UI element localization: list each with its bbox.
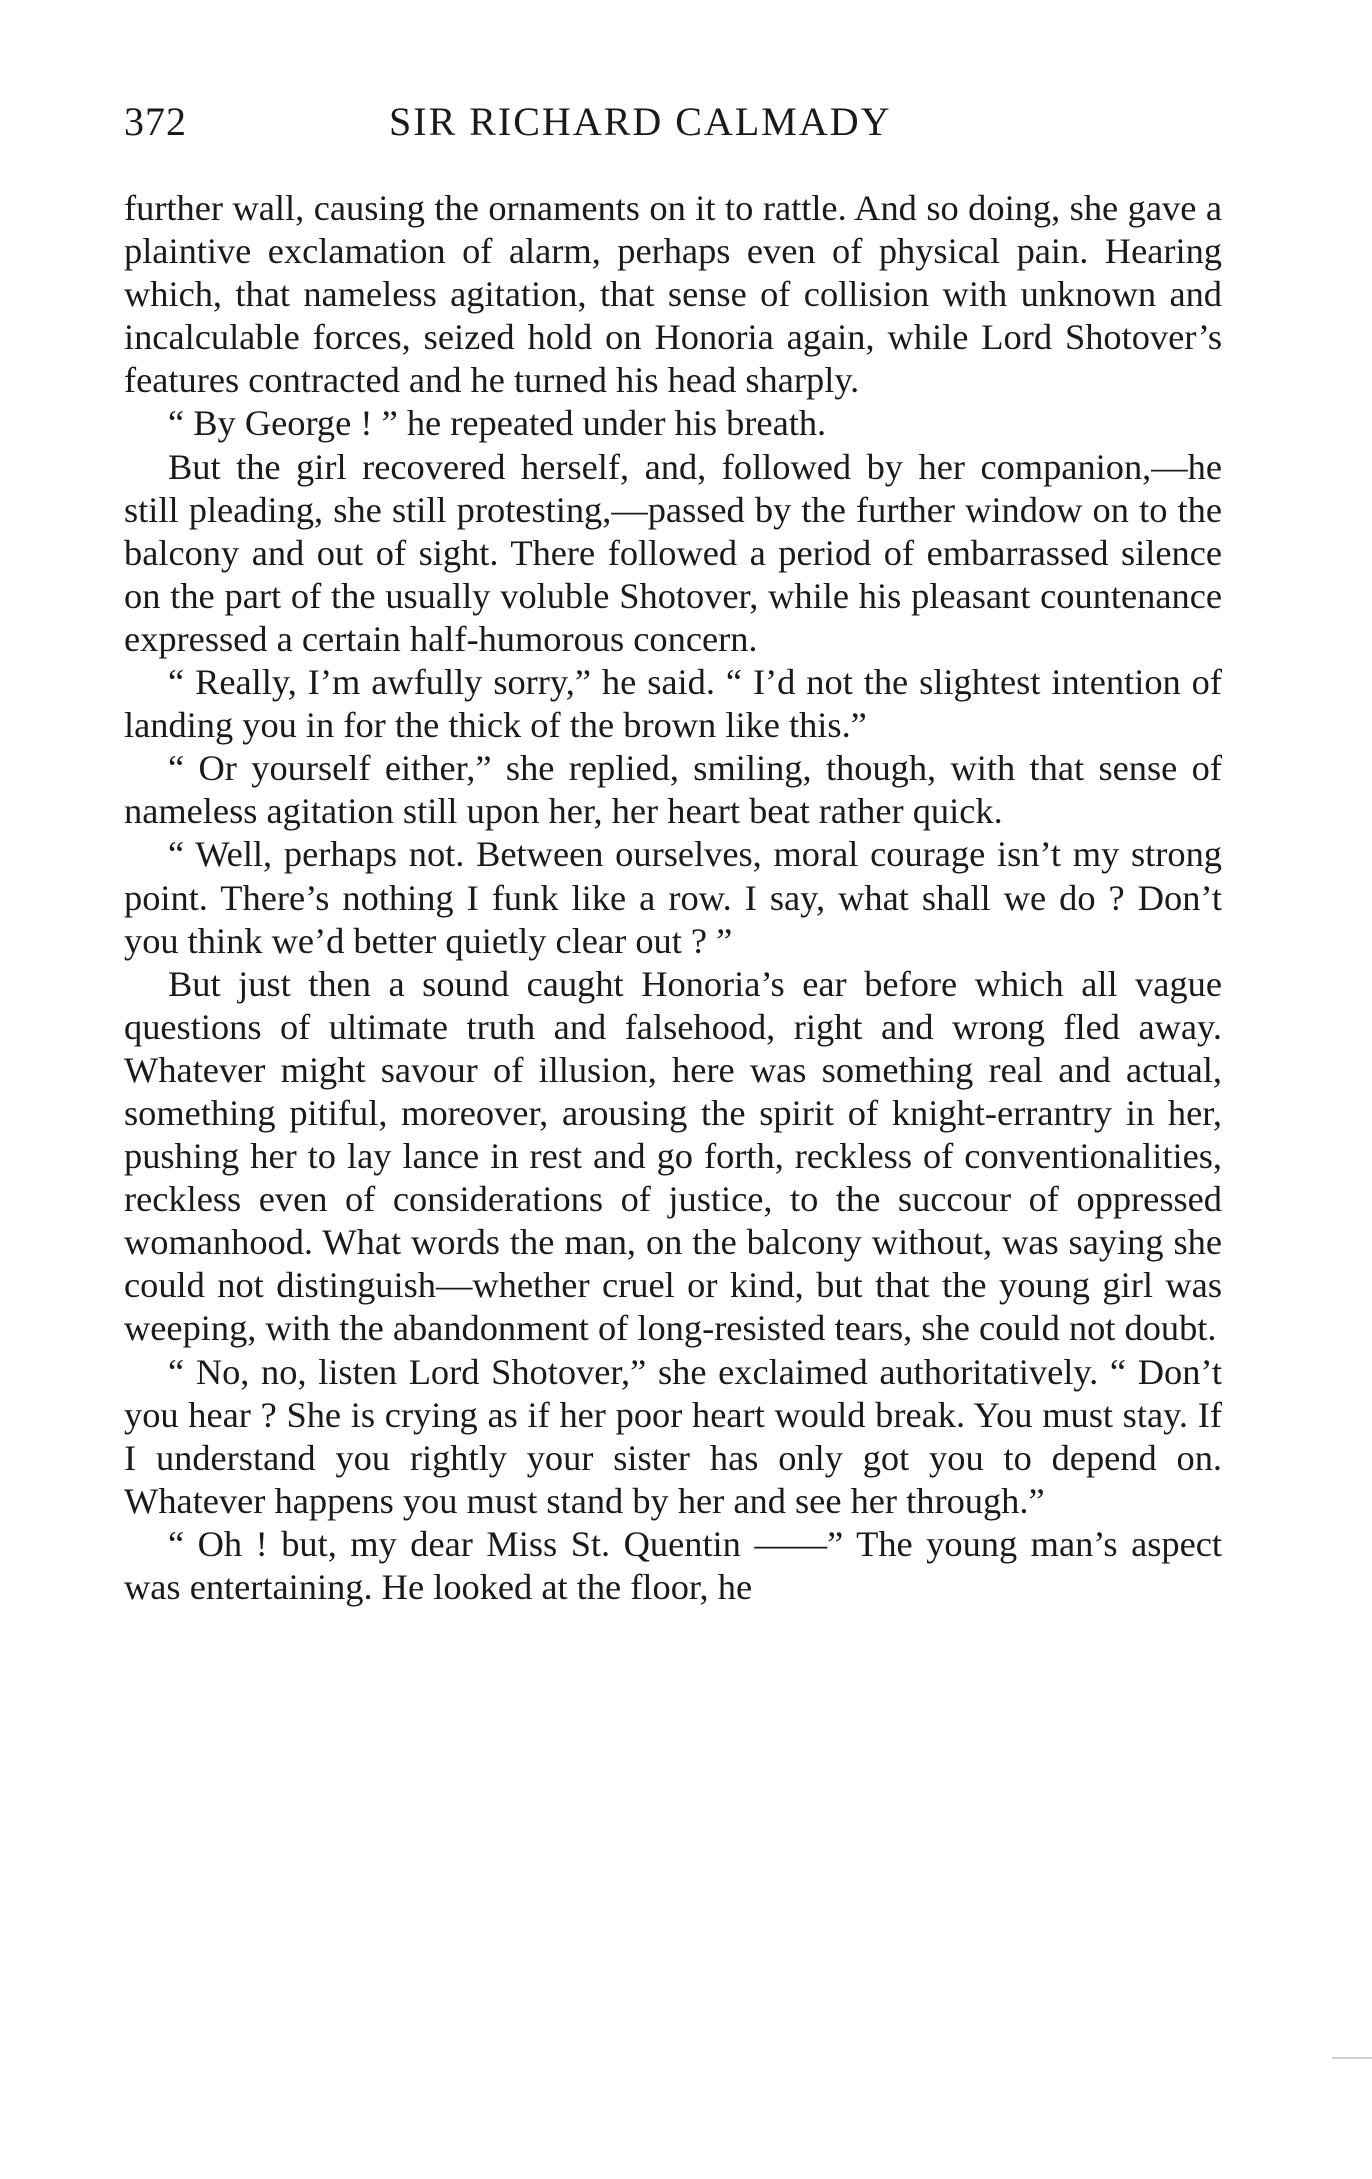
running-title: SIR RICHARD CALMADY <box>389 99 892 144</box>
paragraph: “ Well, perhaps not. Between ourselves, moral courage isn’t my strong point. There’s nothing I funk like a row. I say, what shall we do ? Don’t you think we’d better quietly clear out ? ” <box>124 834 1222 961</box>
page-number: 372 <box>124 99 187 144</box>
paragraph: “ Oh ! but, my dear Miss St. Quentin ——” The young man’s aspect was entertaining. He looked at the floor, he <box>124 1523 1222 1607</box>
page-edge-mark <box>1332 2057 1372 2059</box>
body-text <box>124 187 1222 1609</box>
paragraph: But just then a sound caught Honoria’s ear before which all vague questions of ultimate truth and falsehood, right and wrong fled away. Whatever might savour of illusion, here was something real and actual, something pitiful, moreover, arousing the spirit of knight-errantry in her, pushing her to lay lance in rest and go forth, reckless of conventionalities, reckless even of considerations of justice, to the succour of oppressed womanhood. What words the man, on the balcony without, was saying she could not distinguish—whether cruel or kind, but that the young girl was weeping, with the abandonment of long-resisted tears, she could not doubt. <box>124 963 1222 1349</box>
paragraph: “ Really, I’m awfully sorry,” he said. “ I’d not the slightest intention of landing you in for the thick of the brown like this.” <box>124 662 1222 746</box>
page-header <box>124 98 1224 158</box>
paragraph: But the girl recovered herself, and, followed by her companion,—he still pleading, she still protesting,—passed by the further window on to the balcony and out of sight. There followed a period of embarrassed silence on the part of the usually voluble Shotover, while his pleasant countenance expressed a certain half-humorous concern. <box>124 446 1222 659</box>
paragraph: further wall, causing the ornaments on it to rattle. And so doing, she gave a plaintive exclamation of alarm, perhaps even of physical pain. Hearing which, that nameless agitation, that sense of collision with unknown and incalculable forces, seized hold on Honoria again, while Lord Shotover’s features contracted and he turned his head sharply. <box>124 188 1222 401</box>
paragraph: “ Or yourself either,” she replied, smiling, though, with that sense of nameless agitation still upon her, her heart beat rather quick. <box>124 748 1222 832</box>
paragraph: “ No, no, listen Lord Shotover,” she exclaimed authoritatively. “ Don’t you hear ? She is crying as if her poor heart would break. You must stay. If I understand you rightly your sister has only got you to depend on. Whatever happens you must stand by her and see her through.” <box>124 1351 1222 1521</box>
paragraph: “ By George ! ” he repeated under his breath. <box>168 403 827 444</box>
